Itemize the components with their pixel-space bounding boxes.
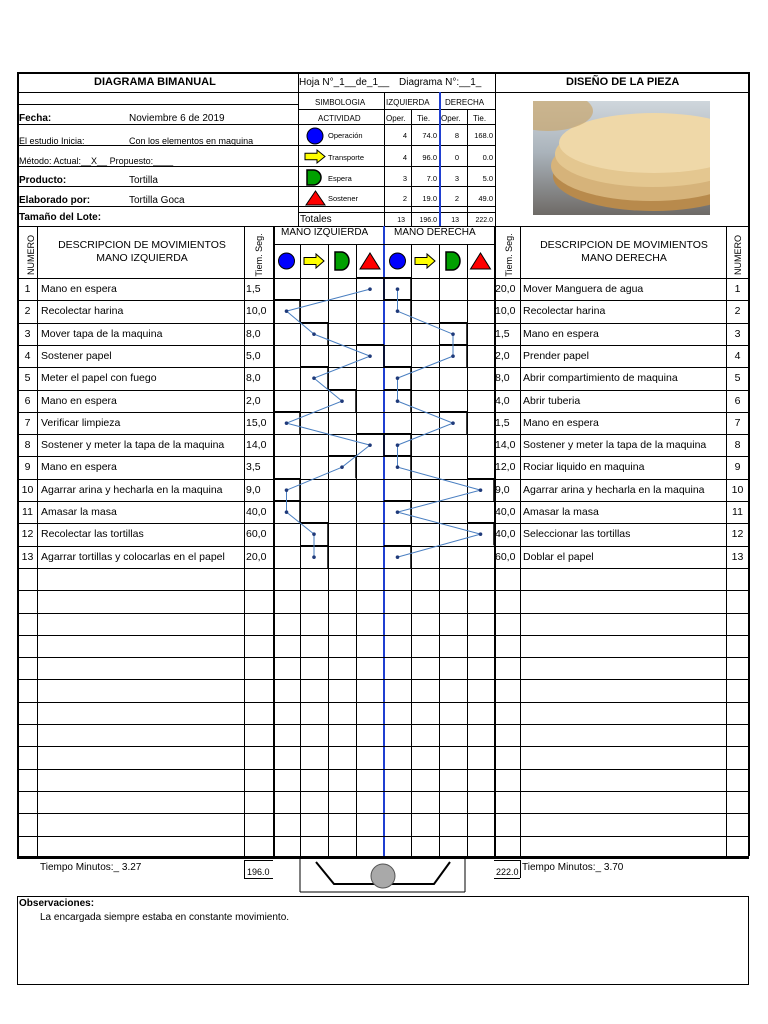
mano-derecha-header: MANO DERECHA (394, 227, 476, 238)
row-number-right: 4 (734, 350, 741, 362)
der-oper-header: Oper. (441, 114, 461, 123)
row-time-izq: 8,0 (246, 372, 261, 384)
row-number-right: 7 (734, 417, 741, 429)
row-number-left: 6 (24, 395, 31, 407)
producto-label: Producto: (19, 175, 67, 186)
der-tie-2: 5.0 (482, 174, 493, 183)
der-tie-0: 168.0 (474, 131, 493, 140)
row-time-der: 2,0 (495, 350, 510, 362)
izq-tie-1: 96.0 (422, 153, 437, 162)
row-desc-der: Doblar el papel (523, 551, 594, 563)
row-time-der: 20,0 (495, 283, 516, 295)
estudio-label: El estudio Inicia: (19, 136, 85, 146)
elaborado-label: Elaborado por: (19, 195, 91, 206)
row-time-izq: 2,0 (246, 395, 261, 407)
row-time-der: 40,0 (495, 528, 516, 540)
path-point (312, 532, 316, 536)
path-point (368, 443, 372, 447)
row-desc-izq: Mano en espera (41, 395, 117, 407)
producto-value: Tortilla (129, 175, 158, 186)
path-point (396, 309, 400, 313)
desc-der-header: DESCRIPCION DE MOVIMIENTOS MANO DERECHA (540, 239, 708, 264)
row-desc-izq: Mano en espera (41, 283, 117, 295)
simbologia-name-2: Espera (328, 174, 352, 183)
row-desc-der: Sostener y meter la tapa de la maquina (523, 439, 707, 451)
row-number-left: 5 (24, 372, 31, 384)
row-number-right: 6 (734, 395, 741, 407)
tiempo-minutos-izq: Tiempo Minutos:_ 3.27 (40, 862, 142, 873)
row-time-der: 1,5 (495, 328, 510, 340)
path-point (451, 421, 455, 425)
diseno-pieza-title: DISEÑO DE LA PIEZA (566, 76, 680, 88)
row-number-right: 8 (734, 439, 741, 451)
row-desc-der: Abrir tuberia (523, 395, 581, 407)
der-oper-2: 3 (454, 174, 459, 183)
desc-izq-header: DESCRIPCION DE MOVIMIENTOS MANO IZQUIERDA (58, 239, 226, 264)
observaciones-label: Observaciones: (19, 898, 95, 909)
row-desc-der: Abrir compartimiento de maquina (523, 372, 678, 384)
operacion-icon (307, 128, 323, 144)
row-time-der: 4,0 (495, 395, 510, 407)
fecha-label: Fecha: (19, 113, 52, 124)
izq-oper-2: 3 (402, 174, 407, 183)
izq-oper-header: Oper. (386, 114, 406, 123)
izquierda-header: IZQUIERDA (386, 98, 430, 107)
path-point (340, 399, 344, 403)
izq-oper-3: 2 (402, 194, 407, 203)
sostener-icon (471, 253, 491, 269)
row-number-left: 10 (21, 484, 34, 496)
row-time-der: 9,0 (495, 484, 510, 496)
espera-icon (307, 170, 321, 185)
row-desc-izq: Mover tapa de la maquina (41, 328, 163, 340)
totales-der-oper: 13 (451, 217, 459, 224)
row-desc-der: Seleccionar las tortillas (523, 528, 631, 540)
row-number-left: 9 (24, 461, 31, 473)
row-number-right: 2 (734, 305, 741, 317)
row-desc-izq: Amasar la masa (41, 506, 117, 518)
transporte-icon (304, 254, 324, 268)
row-desc-der: Prender papel (523, 350, 589, 362)
path-point (312, 555, 316, 559)
izq-tie-0: 74.0 (422, 131, 437, 140)
observaciones-text: La encargada siempre estaba en constante movimiento. (40, 912, 290, 923)
totales-label: Totales (300, 214, 332, 225)
row-number-right: 13 (731, 551, 744, 563)
total-tiempo-izq: 196.0 (247, 867, 270, 877)
row-time-der: 60,0 (495, 551, 516, 563)
simbologia-name-0: Operación (328, 131, 363, 140)
diagrama-label: Diagrama N°:__1_ (399, 77, 482, 88)
operator-icon (371, 864, 395, 888)
row-time-izq: 40,0 (246, 506, 267, 518)
simbologia-title: SIMBOLOGIA (315, 98, 366, 107)
sostener-icon (360, 253, 380, 269)
movement-path-R (398, 289, 481, 557)
path-point (368, 354, 372, 358)
row-desc-izq: Recolectar las tortillas (41, 528, 144, 540)
row-desc-der: Mover Manguera de agua (523, 283, 644, 295)
der-tie-3: 49.0 (478, 194, 493, 203)
row-desc-der: Rociar liquido en maquina (523, 461, 645, 473)
actividad-header: ACTIVIDAD (318, 114, 361, 123)
path-point (312, 376, 316, 380)
row-number-right: 12 (731, 528, 744, 540)
der-tie-header: Tie. (473, 114, 487, 123)
der-oper-3: 2 (454, 194, 459, 203)
transporte-icon (305, 150, 325, 163)
operacion-icon (390, 253, 406, 269)
totales-der-tie: 222.0 (475, 217, 493, 224)
row-number-left: 2 (24, 305, 31, 317)
izq-tie-header: Tie. (417, 114, 431, 123)
row-desc-izq: Recolectar harina (41, 305, 124, 317)
row-desc-izq: Meter el papel con fuego (41, 372, 157, 384)
row-number-right: 1 (734, 283, 741, 295)
row-number-left: 1 (24, 283, 31, 295)
operacion-icon (279, 253, 295, 269)
row-desc-izq: Sostener papel (41, 350, 112, 362)
der-oper-0: 8 (454, 131, 459, 140)
row-number-left: 8 (24, 439, 31, 451)
sostener-icon (306, 191, 325, 205)
metodo-label: Método: Actual:__X__ Propuesto:____ (19, 156, 174, 166)
row-desc-izq: Sostener y meter la tapa de la maquina (41, 439, 225, 451)
path-point (396, 510, 400, 514)
total-tiempo-der: 222.0 (496, 867, 519, 877)
path-point (396, 376, 400, 380)
row-number-left: 12 (21, 528, 34, 540)
row-time-der: 12,0 (495, 461, 516, 473)
path-point (312, 332, 316, 336)
derecha-header: DERECHA (445, 98, 485, 107)
path-point (285, 510, 289, 514)
row-number-right: 3 (734, 328, 741, 340)
numero-header-right: NUMERO (733, 235, 743, 275)
mano-izquierda-header: MANO IZQUIERDA (281, 227, 369, 238)
path-point (396, 399, 400, 403)
espera-icon (446, 252, 460, 270)
row-number-left: 11 (22, 506, 33, 518)
path-point (396, 287, 400, 291)
transporte-icon (415, 254, 435, 268)
der-tie-1: 0.0 (482, 153, 493, 162)
row-time-der: 10,0 (495, 305, 516, 317)
row-time-izq: 5,0 (246, 350, 261, 362)
izq-oper-0: 4 (402, 131, 407, 140)
row-time-izq: 8,0 (246, 328, 261, 340)
row-time-izq: 14,0 (246, 439, 267, 451)
elaborado-value: Tortilla Goca (129, 195, 185, 206)
row-time-der: 40,0 (495, 506, 516, 518)
row-number-right: 5 (734, 372, 741, 384)
row-number-left: 4 (24, 350, 31, 362)
fecha-value: Noviembre 6 de 2019 (129, 113, 225, 124)
path-point (451, 332, 455, 336)
row-desc-der: Mano en espera (523, 328, 599, 340)
izq-oper-1: 4 (402, 153, 407, 162)
path-point (368, 287, 372, 291)
row-desc-der: Recolectar harina (523, 305, 606, 317)
row-desc-izq: Agarrar arina y hecharla en la maquina (41, 484, 223, 496)
espera-icon (335, 252, 349, 270)
row-desc-izq: Mano en espera (41, 461, 117, 473)
path-point (451, 354, 455, 358)
row-number-right: 10 (731, 484, 744, 496)
path-point (396, 555, 400, 559)
row-time-izq: 3,5 (246, 461, 261, 473)
numero-header-left: NUMERO (26, 235, 36, 275)
row-desc-izq: Verificar limpieza (41, 417, 121, 429)
row-time-izq: 20,0 (246, 551, 267, 563)
path-point (285, 309, 289, 313)
path-point (479, 488, 483, 492)
path-point (396, 465, 400, 469)
row-time-izq: 60,0 (246, 528, 267, 540)
row-time-izq: 15,0 (246, 417, 267, 429)
estudio-value: Con los elementos en maquina (129, 136, 254, 146)
path-point (285, 421, 289, 425)
row-time-der: 1,5 (495, 417, 510, 429)
tamano-lote-label: Tamaño del Lote: (19, 212, 102, 223)
simbologia-name-1: Transporte (328, 153, 364, 162)
path-point (340, 465, 344, 469)
path-point (285, 488, 289, 492)
row-desc-der: Mano en espera (523, 417, 599, 429)
row-desc-der: Agarrar arina y hecharla en la maquina (523, 484, 705, 496)
izq-tie-3: 19.0 (422, 194, 437, 203)
row-number-right: 11 (732, 506, 743, 518)
path-point (396, 443, 400, 447)
totales-izq-oper: 13 (397, 217, 405, 224)
row-number-left: 7 (24, 417, 31, 429)
der-oper-1: 0 (454, 153, 459, 162)
path-point (479, 532, 483, 536)
tiem-seg-header-left: Tiem. Seg. (254, 233, 264, 277)
row-number-left: 3 (24, 328, 31, 340)
row-time-der: 14,0 (495, 439, 516, 451)
hoja-label: Hoja N°_1__de_1__ (299, 77, 390, 88)
totales-izq-tie: 196.0 (419, 217, 437, 224)
tiempo-minutos-der: Tiempo Minutos:_ 3.70 (522, 862, 624, 873)
row-number-right: 9 (734, 461, 741, 473)
tiem-seg-header-right: Tiem. Seg. (504, 233, 514, 277)
row-time-izq: 9,0 (246, 484, 261, 496)
row-desc-der: Amasar la masa (523, 506, 599, 518)
row-time-izq: 10,0 (246, 305, 267, 317)
row-number-left: 13 (21, 551, 34, 563)
izq-tie-2: 7.0 (426, 174, 437, 183)
form-title: DIAGRAMA BIMANUAL (94, 76, 216, 88)
row-time-der: 8,0 (495, 372, 510, 384)
row-desc-izq: Agarrar tortillas y colocarlas en el papel (41, 551, 225, 563)
row-time-izq: 1,5 (246, 283, 261, 295)
simbologia-name-3: Sostener (328, 194, 359, 203)
